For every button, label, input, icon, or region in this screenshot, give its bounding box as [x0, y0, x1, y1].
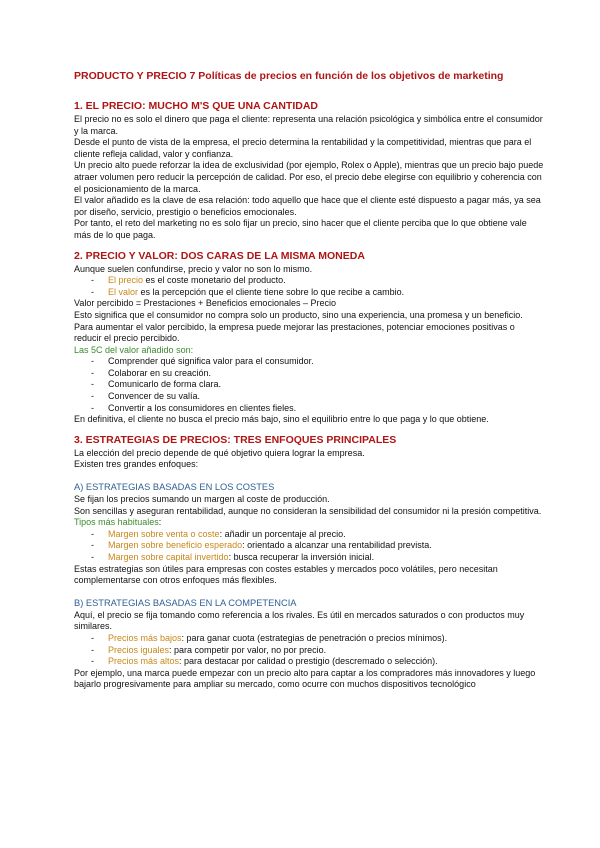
formula: Valor percibido = Prestaciones + Beneficios emocionales – Precio — [74, 298, 336, 309]
section-3-heading: 3. ESTRATEGIAS DE PRECIOS: TRES ENFOQUES PRINCIPALES — [74, 433, 397, 446]
list-item: - Comprender qué significa valor para el consumidor. — [91, 356, 544, 368]
term-highlight: Margen sobre beneficio esperado — [108, 540, 243, 551]
list-item: - Convertir a los consumidores en clientes fieles. — [91, 403, 544, 415]
item-text: : orientado a alcanzar una rentabilidad prevista. — [242, 540, 432, 551]
list-title: Las 5C del valor añadido son: — [74, 344, 194, 355]
paragraph: El precio no es solo el dinero que paga el cliente: representa una relación psicológica y simbólica entre el consumidor y la marca. — [74, 114, 543, 136]
term-highlight: Precios más altos — [108, 656, 180, 667]
item-text: es la percepción que el cliente tiene sobre lo que recibe a cambio. — [138, 286, 405, 297]
section-2-heading: 2. PRECIO Y VALOR: DOS CARAS DE LA MISMA MONEDA — [74, 249, 365, 262]
paragraph: Desde el punto de vista de la empresa, el precio determina la rentabilidad y la competitividad, mientras que para el cliente refleja calidad, valor y confianza. — [74, 137, 532, 159]
list-item — [91, 275, 544, 287]
five-c-list — [74, 356, 544, 414]
list-item: - Comunicarlo de forma clara. — [91, 379, 544, 391]
term-highlight: Precios más bajos — [108, 632, 182, 643]
document-page — [74, 70, 544, 691]
cost-strategies-list — [74, 529, 544, 564]
item-text: : para ganar cuota (estrategias de penetración o precios mínimos). — [181, 632, 448, 643]
term-highlight: Margen sobre capital invertido — [108, 552, 229, 562]
term-highlight: Margen sobre venta o coste — [108, 528, 220, 539]
paragraph: Existen tres grandes enfoques: — [74, 459, 199, 470]
paragraph-text: Son sencillas y aseguran rentabilidad, aunque no consideran la sensibilidad del consumidor ni la presión competitiva. — [74, 505, 542, 516]
paragraph: Por ejemplo, una marca puede empezar con un precio alto para captar a los compradores más innovadores y luego bajarlo progresivamente para ampliar su mercado, como ocurre con muchos dispositivos tecnológico — [74, 667, 536, 690]
section-1-heading: 1. EL PRECIO: MUCHO M'S QUE UNA CANTIDAD — [74, 100, 319, 112]
item-text: : para destacar por calidad o prestigio (descremado o selección). — [179, 656, 438, 667]
paragraph: Esto significa que el consumidor no compra solo un producto, sino una experiencia, una promesa y un beneficio. — [74, 309, 523, 320]
list-item — [91, 540, 544, 552]
list-item — [91, 529, 544, 541]
item-text: : busca recuperar la inversión inicial. — [228, 552, 375, 562]
paragraph: Para aumentar el valor percibido, la empresa puede mejorar las prestaciones, potenciar emociones positivas o reducir el precio percibido. — [74, 321, 515, 344]
paragraph: Estas estrategias son útiles para empresas con costes estables y mercados poco volátiles, pero necesitan complementarse con otros enfoques más flexibles. — [74, 563, 498, 586]
price-value-list — [74, 275, 544, 298]
paragraph: Aunque suelen confundirse, precio y valor no son lo mismo. — [74, 263, 313, 274]
paragraph: Se fijan los precios sumando un margen al coste de producción. — [74, 494, 330, 505]
paragraph: En definitiva, el cliente no busca el precio más bajo, sino el equilibrio entre lo que paga y lo que obtiene. — [74, 414, 489, 425]
paragraph: Por tanto, el reto del marketing no es solo fijar un precio, sino hacer que el cliente perciba que lo que obtiene vale más de lo que paga. — [74, 218, 527, 240]
paragraph — [74, 506, 544, 529]
item-text: : añadir un porcentaje al precio. — [219, 528, 346, 539]
term-highlight: Precios iguales — [108, 644, 170, 655]
list-item — [91, 645, 544, 657]
subsection-a-heading: A) ESTRATEGIAS BASADAS EN LOS COSTES — [74, 482, 275, 493]
list-item — [91, 656, 544, 668]
list-item: - Colaborar en su creación. — [91, 368, 544, 380]
document-title: PRODUCTO Y PRECIO 7 Políticas de precios en función de los objetivos de marketing — [74, 70, 504, 82]
list-item — [91, 552, 544, 564]
term-highlight: El valor — [108, 286, 139, 297]
punctuation: : — [158, 517, 162, 528]
paragraph: La elección del precio depende de qué objetivo quiera lograr la empresa. — [74, 447, 365, 458]
list-item: - Convencer de su valía. — [91, 391, 544, 403]
item-text: : para competir por valor, no por precio. — [169, 644, 327, 655]
list-item — [91, 287, 544, 299]
term-highlight: El precio — [108, 275, 144, 286]
subsection-b-heading: B) ESTRATEGIAS BASADAS EN LA COMPETENCIA — [74, 597, 297, 608]
list-item — [91, 633, 544, 645]
paragraph: Un precio alto puede reforzar la idea de exclusividad (por ejemplo, Rolex o Apple), mientras que un precio bajo puede atraer volumen pero reducir la percepción de calidad. Por eso, el precio debe elegirse con equilibrio y coherencia con el posicionamiento de la marca. — [74, 160, 544, 194]
paragraph: El valor añadido es la clave de esa relación: todo aquello que hace que el cliente esté dispuesto a pagar más, ya sea por diseño, servicio, prestigio o beneficios emocionales. — [74, 195, 541, 217]
competition-strategies-list — [74, 633, 544, 668]
term-highlight: Tipos más habituales — [74, 517, 159, 528]
paragraph: Aquí, el precio se fija tomando como referencia a los rivales. Es útil en mercados saturados o con productos muy similares. — [74, 609, 525, 632]
item-text: es el coste monetario del producto. — [143, 275, 286, 286]
